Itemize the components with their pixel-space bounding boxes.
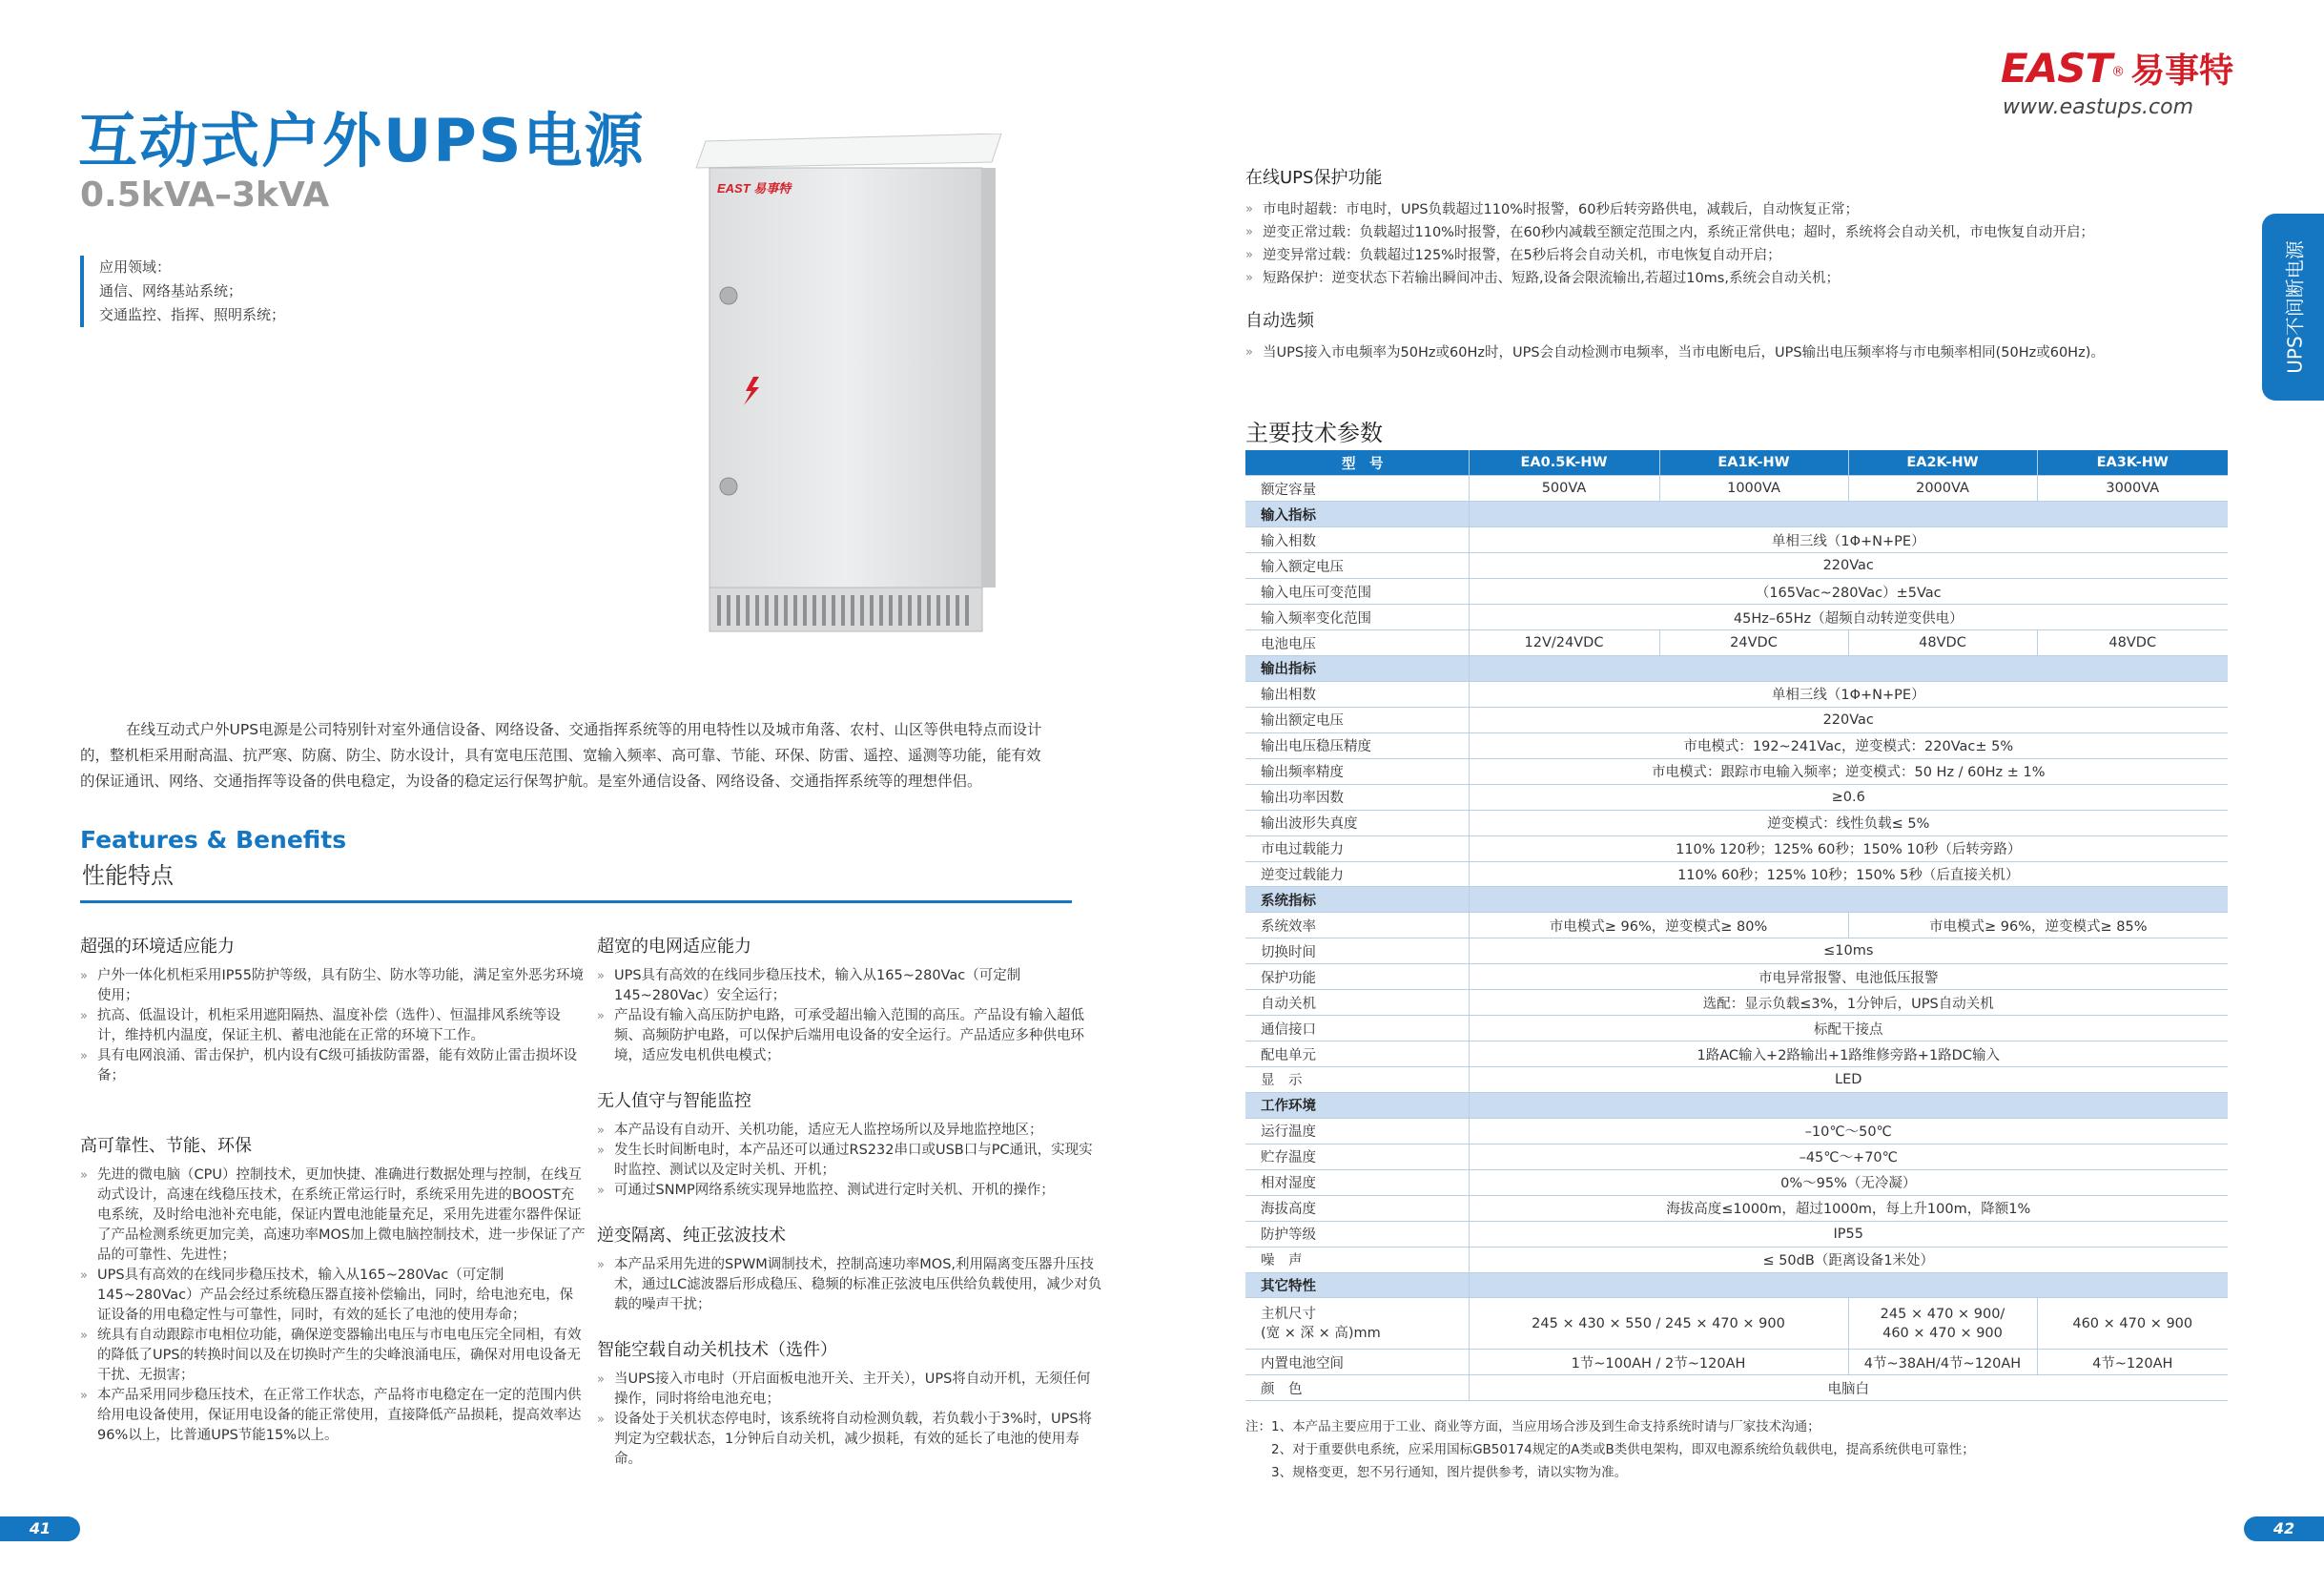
feature-bullet: » 产品设有输入高压防护电路，可承受超出输入范围的高压。产品设有输入超低频、高频防护电路，可以保护后端用电设备的安全运行。产品适应多种供电环境，适应发电机供电模式； <box>597 1006 1102 1066</box>
table-row <box>1245 1298 2228 1350</box>
feature-heading: 无人值守与智能监控 <box>597 1091 751 1111</box>
table-header-row <box>1245 450 2228 476</box>
table-row <box>1245 630 2228 656</box>
feature-bullet: » 户外一体化机柜采用IP55防护等级，具有防尘、防水等功能，满足室外恶劣环境使用； <box>80 966 586 1006</box>
table-row <box>1245 1118 2228 1144</box>
feature-section <box>597 937 1102 1066</box>
table-cell: 单相三线（1Φ+N+PE） <box>1469 681 2228 707</box>
table-cell: 1路AC输入+2路输出+1路维修旁路+1路DC输入 <box>1469 1041 2228 1067</box>
cabinet-logo: EAST 易事特 <box>717 181 792 196</box>
table-row <box>1245 1144 2228 1169</box>
table-cell: 防护等级 <box>1245 1221 1469 1247</box>
table-section-row <box>1245 502 2228 527</box>
table-cell: 运行温度 <box>1245 1118 1469 1144</box>
table-cell: 通信接口 <box>1245 1016 1469 1041</box>
table-cell: 市电异常报警、电池低压报警 <box>1469 964 2228 990</box>
table-cell: 2000VA <box>1848 476 2037 502</box>
feature-section <box>597 1091 1102 1201</box>
table-row <box>1245 964 2228 990</box>
table-cell: 1000VA <box>1659 476 1848 502</box>
table-cell: 市电模式：192~241Vac，逆变模式：220Vac± 5% <box>1469 732 2228 758</box>
table-cell: 内置电池空间 <box>1245 1350 1469 1375</box>
table-row <box>1245 1350 2228 1375</box>
table-row <box>1245 913 2228 938</box>
table-row <box>1245 1221 2228 1247</box>
footnote: 注：1、本产品主要应用于工业、商业等方面，当应用场合涉及到生命支持系统时请与厂家技术沟通； <box>1245 1419 1820 1434</box>
table-cell <box>1848 1298 2037 1350</box>
protection-item: » 市电时超载：市电时，UPS负载超过110%时报警，60秒后转旁路供电，减载后，自动恢复正常； <box>1245 198 2256 221</box>
feature-bullet: » 统具有自动跟踪市电相位功能，确保逆变器输出电压与市电电压完全同相，有效的降低了UPS的转换时间以及在切换时产生的尖峰浪涌电压，确保对用电设备无干扰、无损害； <box>80 1326 586 1386</box>
table-cell: 相对湿度 <box>1245 1169 1469 1195</box>
table-cell: 标配干接点 <box>1469 1016 2228 1041</box>
table-header-cell: 型 号 <box>1245 450 1469 476</box>
table-row <box>1245 1016 2228 1041</box>
spec-title: 主要技术参数 <box>1245 420 1383 446</box>
table-cell: 220Vac <box>1469 707 2228 732</box>
feature-bullet: » 可通过SNMP网络系统实现异地监控、测试进行定时关机、开机的操作； <box>597 1181 1102 1201</box>
protection-heading: 在线UPS保护功能 <box>1245 168 1383 188</box>
feature-bullet: » 本产品采用同步稳压技术，在正常工作状态，产品将市电稳定在一定的范围内供给用电设备使用，保证用电设备的能正常使用，直接降低产品损耗，提高效率达96%以上，比普通UPS节能15%以上。 <box>80 1386 586 1446</box>
brand-logo <box>2001 44 2233 93</box>
table-header-cell: EA1K-HW <box>1659 450 1848 476</box>
table-section-row <box>1245 1092 2228 1118</box>
table-row <box>1245 784 2228 810</box>
table-cell: 贮存温度 <box>1245 1144 1469 1169</box>
table-row <box>1245 990 2228 1016</box>
footnote: 3、规格变更，恕不另行通知，图片提供参考，请以实物为准。 <box>1245 1465 1628 1480</box>
table-cell: 45Hz–65Hz（超频自动转逆变供电） <box>1469 605 2228 630</box>
table-row <box>1245 732 2228 758</box>
section-label: 其它特性 <box>1245 1272 1469 1298</box>
table-cell: 3000VA <box>2037 476 2228 502</box>
table-row <box>1245 1195 2228 1221</box>
table-cell: 48VDC <box>1848 630 2037 656</box>
table-row <box>1245 476 2228 502</box>
application-label: 应用领域： <box>99 258 172 276</box>
intro-paragraph: 在线互动式户外UPS电源是公司特别针对室外通信设备、网络设备、交通指挥系统等的用电特性以及城市角落、农村、山区等供电特点而设计的，整机柜采用耐高温、抗严寒、防腐、防尘、防水设计，具有宽电压范围、宽输入频率、高可靠、节能、环保、防雷、遥控、遥测等功能，能有效的保证通讯、网络、交通指挥等设备的供电稳定，为设备的稳定运行保驾护航。是室外通信设备、网络设备、交通指挥系统等的理想伴侣。 <box>80 721 1042 790</box>
table-cell: 245 × 430 × 550 / 245 × 470 × 900 <box>1469 1298 1848 1350</box>
table-row <box>1245 527 2228 553</box>
table-cell: 输出频率精度 <box>1245 758 1469 784</box>
footnote: 2、对于重要供电系统，应采用国标GB50174规定的A类或B类供电架构，即双电源系统给负载供电，提高系统供电可靠性； <box>1245 1442 1975 1457</box>
table-row <box>1245 1067 2228 1093</box>
feature-heading: 高可靠性、节能、环保 <box>80 1136 252 1156</box>
table-cell: 配电单元 <box>1245 1041 1469 1067</box>
feature-section <box>80 1136 586 1446</box>
table-cell: ≥0.6 <box>1469 784 2228 810</box>
feature-heading: 逆变隔离、纯正弦波技术 <box>597 1226 786 1246</box>
table-row <box>1245 1041 2228 1067</box>
feature-heading: 智能空载自动关机技术（选件） <box>597 1340 837 1360</box>
table-row <box>1245 1247 2228 1272</box>
table-section-row <box>1245 656 2228 682</box>
frequency-section <box>1245 307 2256 364</box>
protection-section <box>1245 164 2256 290</box>
application-item: 通信、网络基站系统； <box>99 282 243 299</box>
table-cell: 颜 色 <box>1245 1375 1469 1401</box>
features-heading-cn: 性能特点 <box>82 862 174 889</box>
features-heading-en: Features & Benefits <box>80 826 347 854</box>
section-label: 输出指标 <box>1245 656 1469 682</box>
protection-item: » 逆变正常过载：负载超过110%时报警，在60秒内减载至额定范围之内，系统正常供电；超时，系统将会自动关机，市电恢复自动开启； <box>1245 221 2256 244</box>
table-cell: 电脑白 <box>1469 1375 2228 1401</box>
section-label: 工作环境 <box>1245 1092 1469 1118</box>
application-fields <box>80 256 285 327</box>
table-cell: 市电模式≥ 96%，逆变模式≥ 85% <box>1848 913 2228 938</box>
feature-section <box>597 1226 1102 1315</box>
feature-heading: 超宽的电网适应能力 <box>597 937 751 957</box>
table-row <box>1245 681 2228 707</box>
table-cell: 保护功能 <box>1245 964 1469 990</box>
table-row <box>1245 605 2228 630</box>
table-cell: ≤10ms <box>1469 938 2228 964</box>
table-cell: 输入相数 <box>1245 527 1469 553</box>
side-tab-label: UPS不间断电源 <box>2283 240 2306 374</box>
table-cell: 24VDC <box>1659 630 1848 656</box>
page-subtitle: 0.5kVA–3kVA <box>80 175 330 215</box>
feature-bullet: » 发生长时间断电时，本产品还可以通过RS232串口或USB口与PC通讯，实现实时监控、测试以及定时关机、开机； <box>597 1141 1102 1181</box>
table-cell: IP55 <box>1469 1221 2228 1247</box>
table-row <box>1245 1375 2228 1401</box>
table-cell: 单相三线（1Φ+N+PE） <box>1469 527 2228 553</box>
application-item: 交通监控、指挥、照明系统； <box>99 306 286 323</box>
features-divider <box>80 900 1072 903</box>
table-cell: 1节~100AH / 2节~120AH <box>1469 1350 1848 1375</box>
page-number-left: 41 <box>0 1516 80 1541</box>
table-cell: 显 示 <box>1245 1067 1469 1093</box>
table-header-cell: EA3K-HW <box>2037 450 2228 476</box>
table-row <box>1245 861 2228 887</box>
table-cell: 输入额定电压 <box>1245 553 1469 579</box>
table-cell: 110% 120秒；125% 60秒；150% 10秒（后转旁路） <box>1469 835 2228 861</box>
table-cell: 12V/24VDC <box>1469 630 1659 656</box>
footnotes <box>1245 1415 1975 1484</box>
table-section-row <box>1245 887 2228 913</box>
frequency-item: » 当UPS接入市电频率为50Hz或60Hz时，UPS会自动检测市电频率，当市电断电后，UPS输出电压频率将与市电频率相同(50Hz或60Hz)。 <box>1245 341 2256 364</box>
frequency-heading: 自动选频 <box>1245 311 1314 331</box>
table-row <box>1245 810 2228 835</box>
table-cell: 自动关机 <box>1245 990 1469 1016</box>
table-header-cell: EA2K-HW <box>1848 450 2037 476</box>
feature-bullet: » UPS具有高效的在线同步稳压技术，输入从165~280Vac（可定制145~280Vac）产品会经过系统稳压器直接补偿输出，同时，给电池充电，保证设备的用电稳定性与可靠性，同时，有效的延长了电池的使用寿命； <box>80 1266 586 1326</box>
table-cell: 市电过载能力 <box>1245 835 1469 861</box>
table-row <box>1245 758 2228 784</box>
features-column-1 <box>80 937 586 1465</box>
table-cell: 输出相数 <box>1245 681 1469 707</box>
size-value: 245 × 470 × 900/ <box>1880 1306 2005 1322</box>
feature-bullet: » 本产品设有自动开、关机功能，适应无人监控场所以及异地监控地区； <box>597 1121 1102 1141</box>
table-cell: 输出功率因数 <box>1245 784 1469 810</box>
table-cell: 输出额定电压 <box>1245 707 1469 732</box>
table-cell: 0%～95%（无冷凝） <box>1469 1169 2228 1195</box>
spec-table <box>1245 450 2228 1401</box>
table-cell: 输出波形失真度 <box>1245 810 1469 835</box>
protection-item: » 短路保护：逆变状态下若输出瞬间冲击、短路,设备会限流输出,若超过10ms,系统会自动关机； <box>1245 267 2256 290</box>
protection-item: » 逆变异常过载：负载超过125%时报警，在5秒后将会自动关机，市电恢复自动开启； <box>1245 244 2256 267</box>
feature-bullet: » 本产品采用先进的SPWM调制技术，控制高速功率MOS,利用隔离变压器升压技术，通过LC滤波器后形成稳压、稳频的标准正弦波电压供给负载使用，减少对负载的噪声干扰； <box>597 1255 1102 1315</box>
registered-mark: ® <box>2111 64 2126 80</box>
table-cell: 4节~38AH/4节~120AH <box>1848 1350 2037 1375</box>
table-cell: LED <box>1469 1067 2228 1093</box>
table-cell: 4节~120AH <box>2037 1350 2228 1375</box>
feature-section <box>597 1340 1102 1470</box>
table-cell: 市电模式≥ 96%，逆变模式≥ 80% <box>1469 913 1848 938</box>
table-row <box>1245 707 2228 732</box>
feature-section <box>80 937 586 1086</box>
table-cell: （165Vac~280Vac）±5Vac <box>1469 579 2228 605</box>
table-cell: 市电模式：跟踪市电输入频率；逆变模式：50 Hz / 60Hz ± 1% <box>1469 758 2228 784</box>
feature-bullet: » 设备处于关机状态停电时，该系统将自动检测负载，若负载小于3%时，UPS将判定为空载状态，1分钟后自动关机，减少损耗，有效的延长了电池的使用寿命。 <box>597 1410 1102 1470</box>
table-cell: 460 × 470 × 900 <box>2037 1298 2228 1350</box>
table-cell: ≤ 50dB（距离设备1米处） <box>1469 1247 2228 1272</box>
table-row <box>1245 579 2228 605</box>
features-column-2 <box>597 937 1102 1489</box>
table-cell: 输入频率变化范围 <box>1245 605 1469 630</box>
section-label: 系统指标 <box>1245 887 1469 913</box>
feature-heading: 超强的环境适应能力 <box>80 937 235 957</box>
feature-bullet: » 抗高、低温设计，机柜采用遮阳隔热、温度补偿（选件）、恒温排风系统等设计，维持机内温度，保证主机、蓄电池能在正常的环境下工作。 <box>80 1006 586 1046</box>
page-number-right: 42 <box>2244 1516 2324 1541</box>
table-cell: 切换时间 <box>1245 938 1469 964</box>
table-cell: –45℃～+70℃ <box>1469 1144 2228 1169</box>
table-cell: 输出电压稳压精度 <box>1245 732 1469 758</box>
feature-bullet: » UPS具有高效的在线同步稳压技术，输入从165~280Vac（可定制145~280Vac）安全运行； <box>597 966 1102 1006</box>
table-cell: 海拔高度 <box>1245 1195 1469 1221</box>
table-header-cell: EA0.5K-HW <box>1469 450 1659 476</box>
table-cell: 500VA <box>1469 476 1659 502</box>
ups-cabinet-image <box>658 134 1030 649</box>
table-cell: 48VDC <box>2037 630 2228 656</box>
table-cell: 逆变模式：线性负载≤ 5% <box>1469 810 2228 835</box>
table-cell: 电池电压 <box>1245 630 1469 656</box>
table-cell <box>1245 1298 1469 1350</box>
website-url: www.eastups.com <box>2003 95 2194 119</box>
table-cell: 海拔高度≤1000m，超过1000m，每上升100m，降额1% <box>1469 1195 2228 1221</box>
size-unit-label: (宽 × 深 × 高)mm <box>1261 1325 1381 1341</box>
logo-chinese-text: 易事特 <box>2130 52 2234 91</box>
section-label: 输入指标 <box>1245 502 1469 527</box>
table-cell: 逆变过载能力 <box>1245 861 1469 887</box>
table-cell: 噪 声 <box>1245 1247 1469 1272</box>
table-row <box>1245 835 2228 861</box>
table-row <box>1245 553 2228 579</box>
table-section-row <box>1245 1272 2228 1298</box>
table-cell: 220Vac <box>1469 553 2228 579</box>
table-row <box>1245 938 2228 964</box>
table-cell: 110% 60秒；125% 10秒；150% 5秒（后直接关机） <box>1469 861 2228 887</box>
size-value: 460 × 470 × 900 <box>1882 1325 2003 1341</box>
feature-bullet: » 具有电网浪涌、雷击保护，机内设有C级可插拔防雷器，能有效防止雷击损坏设备； <box>80 1046 586 1086</box>
feature-bullet: » 先进的微电脑（CPU）控制技术，更加快捷、准确进行数据处理与控制，在线互动式设计，高速在线稳压技术，在系统正常运行时，系统采用先进的BOOST充电系统，及时给电池补充电能，保证内置电池能量充足，采用先进霍尔器件保证了产品检测系统更加完美，高速功率MOS加上微电脑控制技术，进一步保证了产品的可靠性、先进性； <box>80 1165 586 1266</box>
logo-east-text: EAST <box>2001 45 2112 92</box>
size-label: 主机尺寸 <box>1261 1306 1316 1322</box>
feature-bullet: » 当UPS接入市电时（开启面板电池开关、主开关），UPS将自动开机，无须任何操作，同时将给电池充电； <box>597 1370 1102 1410</box>
table-row <box>1245 1169 2228 1195</box>
table-cell: 输入电压可变范围 <box>1245 579 1469 605</box>
side-category-tab <box>2262 214 2324 401</box>
table-cell: 额定容量 <box>1245 476 1469 502</box>
table-cell: 选配：显示负载≤3%，1分钟后，UPS自动关机 <box>1469 990 2228 1016</box>
page-title: 互动式户外UPS电源 <box>78 106 646 175</box>
table-cell: 系统效率 <box>1245 913 1469 938</box>
table-cell: –10℃～50℃ <box>1469 1118 2228 1144</box>
